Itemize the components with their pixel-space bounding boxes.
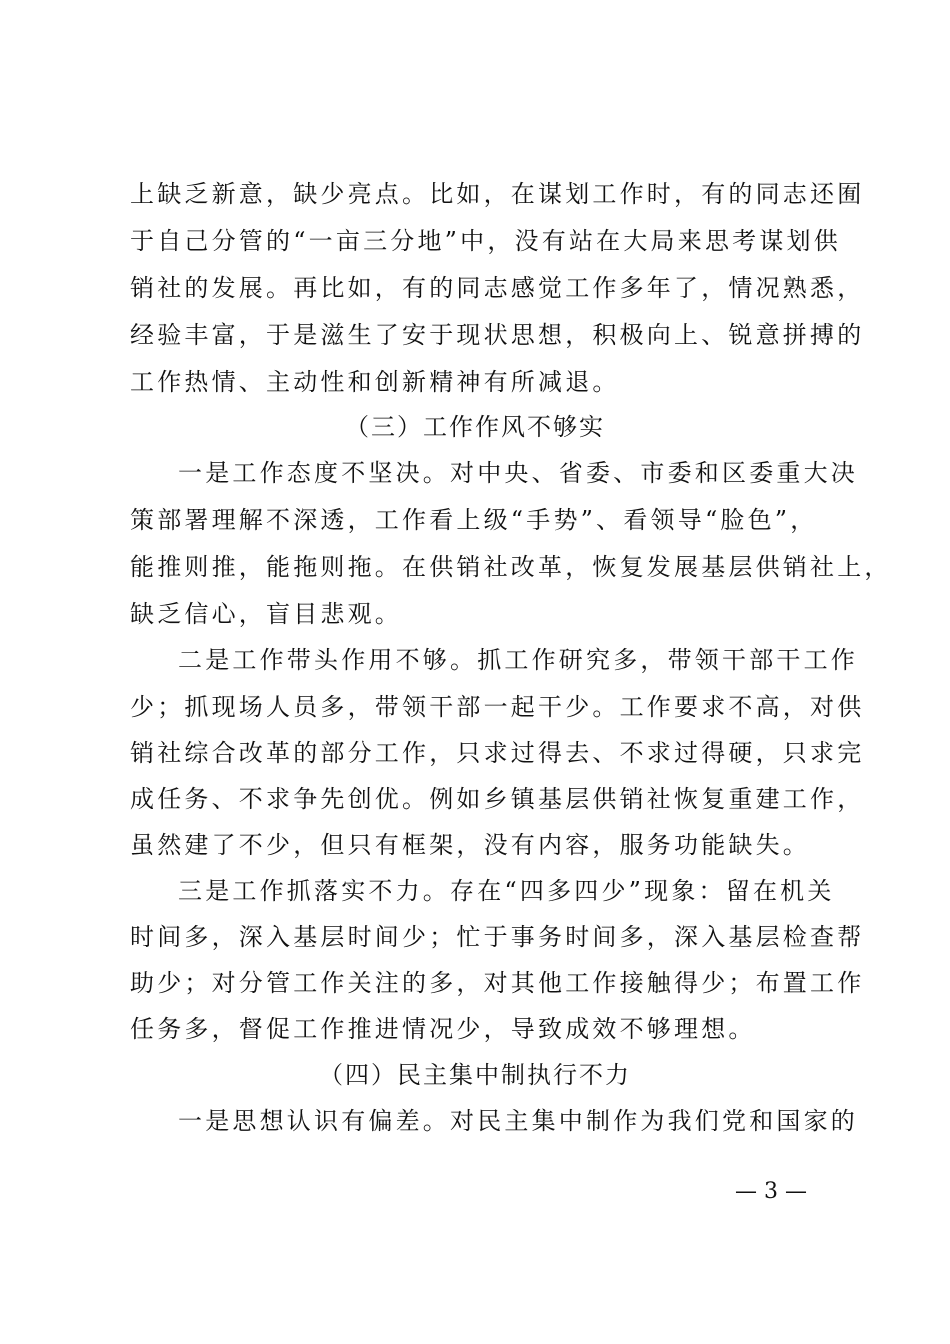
body-line-3: 销社的发展。再比如，有的同志感觉工作多年了，情况熟悉， <box>130 274 865 302</box>
body-line-9: 能推则推，能拖则拖。在供销社改革，恢复发展基层供销社上， <box>130 553 892 581</box>
body-line-21: 一是思想认识有偏差。对民主集中制作为我们党和国家的 <box>178 1107 858 1135</box>
body-line-5: 工作热情、主动性和创新精神有所减退。 <box>130 368 620 396</box>
body-line-2: 于自己分管的“一亩三分地”中，没有站在大局来思考谋划供 <box>130 227 841 255</box>
body-line-11: 二是工作带头作用不够。抓工作研究多，带领干部干工作 <box>178 646 858 674</box>
body-line-18: 助少；对分管工作关注的多，对其他工作接触得少；布置工作 <box>130 969 865 997</box>
body-line-16: 三是工作抓落实不力。存在“四多四少”现象：留在机关 <box>178 877 835 905</box>
section-heading-4: （四）民主集中制执行不力 <box>319 1061 631 1089</box>
body-line-8: 策部署理解不深透，工作看上级“手势”、看领导“脸色”， <box>130 506 818 534</box>
body-line-10: 缺乏信心，盲目悲观。 <box>130 600 402 628</box>
section-heading-3: （三）工作作风不够实 <box>345 413 605 441</box>
page-number: — 3 — <box>735 1179 807 1204</box>
body-line-14: 成任务、不求争先创优。例如乡镇基层供销社恢复重建工作， <box>130 785 865 813</box>
body-line-17: 时间多，深入基层时间少；忙于事务时间多，深入基层检查帮 <box>130 923 865 951</box>
body-line-12: 少；抓现场人员多，带领干部一起干少。工作要求不高，对供 <box>130 693 865 721</box>
body-line-4: 经验丰富，于是滋生了安于现状思想，积极向上、锐意拼搏的 <box>130 321 865 349</box>
body-line-1: 上缺乏新意，缺少亮点。比如，在谋划工作时，有的同志还囿 <box>130 180 865 208</box>
body-line-19: 任务多，督促工作推进情况少，导致成效不够理想。 <box>130 1015 756 1043</box>
body-line-13: 销社综合改革的部分工作，只求过得去、不求过得硬，只求完 <box>130 739 865 767</box>
body-line-15: 虽然建了不少，但只有框架，没有内容，服务功能缺失。 <box>130 831 810 859</box>
body-line-7: 一是工作态度不坚决。对中央、省委、市委和区委重大决 <box>178 459 858 487</box>
